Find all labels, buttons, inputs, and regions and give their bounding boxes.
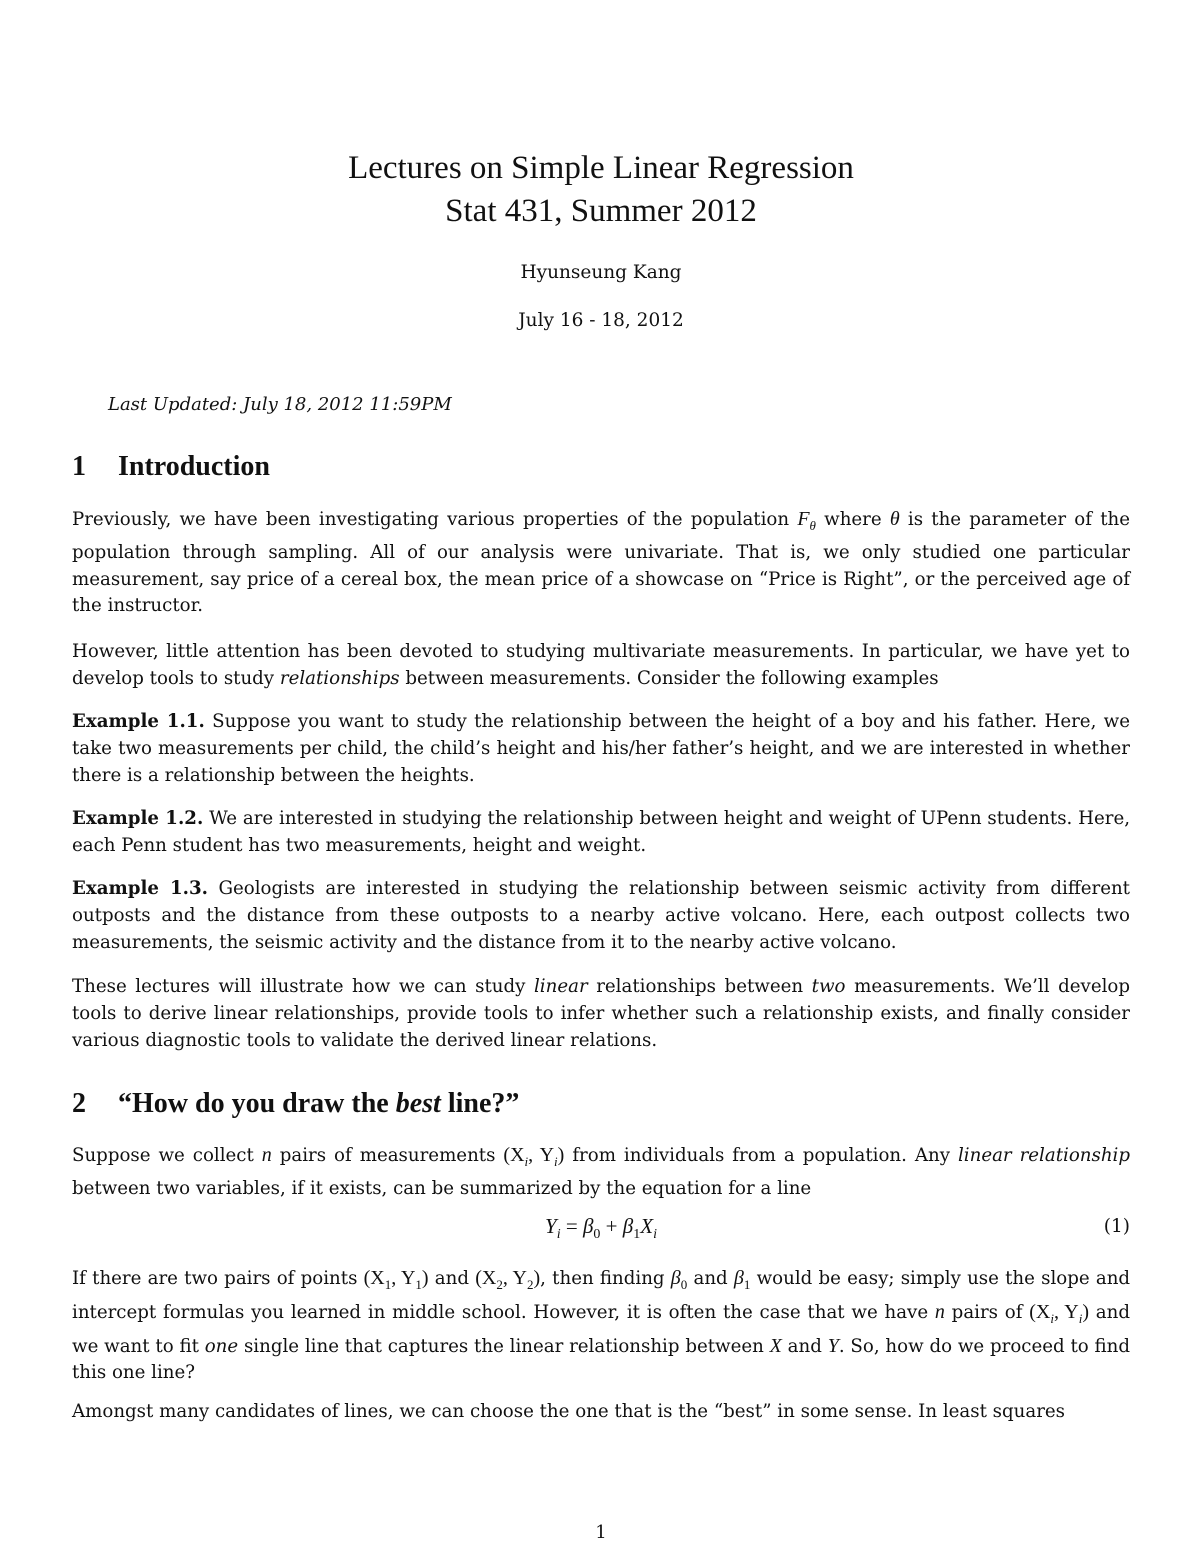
- paper-page: [72, 0, 1130, 1553]
- section-heading-best-line: [72, 1088, 1130, 1120]
- math-theta: θ: [889, 508, 900, 530]
- text-run: These lectures will illustrate how we can study: [72, 976, 534, 997]
- math-subscript: 1: [384, 1277, 392, 1292]
- text-run: between two variables, if it exists, can be summarized by the equation for a line: [72, 1177, 812, 1199]
- math-part: ): [557, 1144, 565, 1166]
- paragraph-text: Amongst many candidates of lines, we can choose the one that is the “best” in some sense. In least squares: [72, 1401, 1065, 1422]
- best-line-paragraph-3: [72, 1399, 1130, 1426]
- text-run: However, little attention has been devoted to studying multivariate measurements. In particular, we have yet to develop tools to study: [72, 641, 1130, 689]
- equation-number: (1): [1103, 1216, 1130, 1237]
- math-symbol: Y: [545, 1214, 557, 1238]
- text-run: would be easy; simply use the slope and intercept formulas you learned in middle school. However, it is often the case that we have: [72, 1268, 1131, 1323]
- text-run: Suppose we collect: [72, 1145, 262, 1166]
- math-subscript: i: [556, 1227, 561, 1243]
- math-subscript: θ: [809, 518, 816, 533]
- math-part: (X: [475, 1267, 497, 1289]
- math-part: ): [421, 1267, 429, 1289]
- math-subscript: i: [524, 1154, 529, 1169]
- math-pair: [1029, 1300, 1090, 1326]
- math-part: (X: [1029, 1300, 1051, 1323]
- intro-paragraph-3: [72, 974, 1130, 1054]
- emphasis: one: [204, 1335, 239, 1357]
- math-part: ): [1082, 1300, 1090, 1323]
- section-title-emphasis: best: [395, 1088, 441, 1119]
- text-run: and: [687, 1268, 734, 1289]
- math-subscript: 2: [527, 1277, 534, 1292]
- math-subscript: 2: [496, 1277, 503, 1292]
- text-run: . So, how do we proceed to find this one line?: [72, 1335, 1131, 1384]
- math-operator: +: [600, 1214, 623, 1238]
- math-part: (X: [503, 1144, 525, 1166]
- document-subtitle: Stat 431, Summer 2012: [445, 193, 757, 229]
- math-part: , Y: [502, 1267, 527, 1289]
- math-subscript: i: [1078, 1310, 1083, 1326]
- page-number: 1: [595, 1522, 607, 1543]
- section-title-part: line?”: [440, 1088, 520, 1119]
- text-run: and: [428, 1268, 476, 1289]
- text-run: , then finding: [540, 1268, 671, 1289]
- section-number: 2: [72, 1088, 86, 1119]
- text-run: where: [815, 509, 890, 530]
- text-run: between measurements. Consider the following examples: [399, 667, 939, 689]
- math-subscript: 0: [593, 1227, 601, 1243]
- math-part: , Y: [528, 1144, 555, 1166]
- emphasis: linear relationship: [957, 1145, 1131, 1166]
- math-n: n: [261, 1144, 272, 1166]
- emphasis: two: [811, 976, 846, 997]
- author: Hyunseung Kang: [520, 262, 682, 283]
- math-subscript: i: [1050, 1310, 1054, 1326]
- example-label: Example 1.1.: [72, 711, 205, 732]
- math-F-theta: [797, 508, 816, 533]
- math-beta1: [733, 1267, 751, 1292]
- intro-paragraph-2: [72, 639, 1130, 693]
- text-run: single line that captures the linear relationship between: [238, 1335, 770, 1357]
- best-line-paragraph-1: [72, 1142, 1130, 1203]
- math-point-2: [475, 1267, 541, 1292]
- best-line-paragraph-2: [72, 1265, 1130, 1387]
- math-part: , Y: [391, 1267, 416, 1289]
- math-part: ): [533, 1267, 541, 1289]
- intro-paragraph-1: [72, 506, 1130, 620]
- example-text: Suppose you want to study the relationship between the height of a boy and his father. Here, we take two measurements per child, the child’s height and his/her father’s height, and we are interested in whether there is a relationship between the heights.: [72, 711, 1131, 786]
- example-text: We are interested in studying the relationship between height and weight of UPenn students. Here, each Penn student has two measurements, height and weight.: [72, 808, 1130, 856]
- text-run: measurements. We’ll develop tools to derive linear relationships, provide tools to infer whether such a relationship exists, and finally consider various diagnostic tools to validate the derived linear relations.: [72, 976, 1130, 1051]
- math-subscript: i: [653, 1227, 657, 1243]
- example-1-1: [72, 709, 1130, 789]
- emphasis: relationships: [279, 667, 400, 689]
- math-n: n: [934, 1300, 945, 1323]
- equation-body: [72, 1214, 1130, 1243]
- section-number: 1: [72, 451, 86, 482]
- math-part: , Y: [1054, 1300, 1079, 1323]
- math-subscript: 0: [680, 1277, 688, 1292]
- text-run: relationships between: [587, 976, 812, 997]
- emphasis: linear: [533, 976, 588, 997]
- example-text: Geologists are interested in studying the relationship between seismic activity from different outposts and the distance from these outposts to a nearby active volcano. Here, each outpost collects two measurements, the seismic activity and the distance from it to the nearby active volcano.: [72, 878, 1130, 953]
- math-beta0: [670, 1267, 688, 1292]
- text-run: and we want to fit: [72, 1301, 1131, 1357]
- text-run: from individuals from a population. Any: [564, 1145, 958, 1166]
- math-symbol: β: [733, 1267, 744, 1289]
- example-1-3: [72, 876, 1130, 956]
- math-pair: [503, 1144, 565, 1169]
- math-symbol: β: [582, 1214, 594, 1238]
- document-title: Lectures on Simple Linear Regression: [348, 150, 854, 186]
- math-symbol: β: [670, 1267, 681, 1289]
- math-subscript: i: [554, 1154, 558, 1169]
- math-symbol: F: [797, 508, 810, 530]
- section-title-part: “How do you draw the: [118, 1088, 396, 1119]
- example-1-2: [72, 806, 1130, 860]
- text-run: Previously, we have been investigating various properties of the population: [72, 509, 798, 530]
- example-label: Example 1.3.: [72, 878, 208, 899]
- text-run: is the parameter of the population through sampling. All of our analysis were univariate. That is, we only studied one particular measurement, say price of a cereal box, the mean price of a showcase on “Price is Right”, or the perceived age of the instructor.: [72, 509, 1130, 617]
- math-subscript: 1: [743, 1277, 751, 1292]
- text-run: and: [781, 1335, 828, 1357]
- equation-1: [72, 1214, 1130, 1244]
- math-subscript: 1: [633, 1227, 641, 1243]
- math-operator: =: [560, 1214, 583, 1238]
- math-part: (X: [363, 1267, 385, 1289]
- math-Y: Y: [827, 1334, 839, 1357]
- date: July 16 - 18, 2012: [518, 310, 684, 331]
- text-run: pairs of: [944, 1301, 1030, 1323]
- section-title: Introduction: [118, 451, 270, 482]
- math-subscript: 1: [415, 1277, 422, 1292]
- last-updated: Last Updated: July 18, 2012 11:59PM: [108, 394, 452, 415]
- math-symbol: X: [640, 1214, 654, 1238]
- section-heading-introduction: [72, 451, 1130, 483]
- math-X: X: [769, 1334, 782, 1357]
- text-run: If there are two pairs of points: [72, 1268, 364, 1289]
- text-run: pairs of measurements: [271, 1145, 504, 1166]
- math-symbol: β: [622, 1214, 634, 1238]
- math-point-1: [363, 1267, 429, 1292]
- example-label: Example 1.2.: [72, 808, 204, 829]
